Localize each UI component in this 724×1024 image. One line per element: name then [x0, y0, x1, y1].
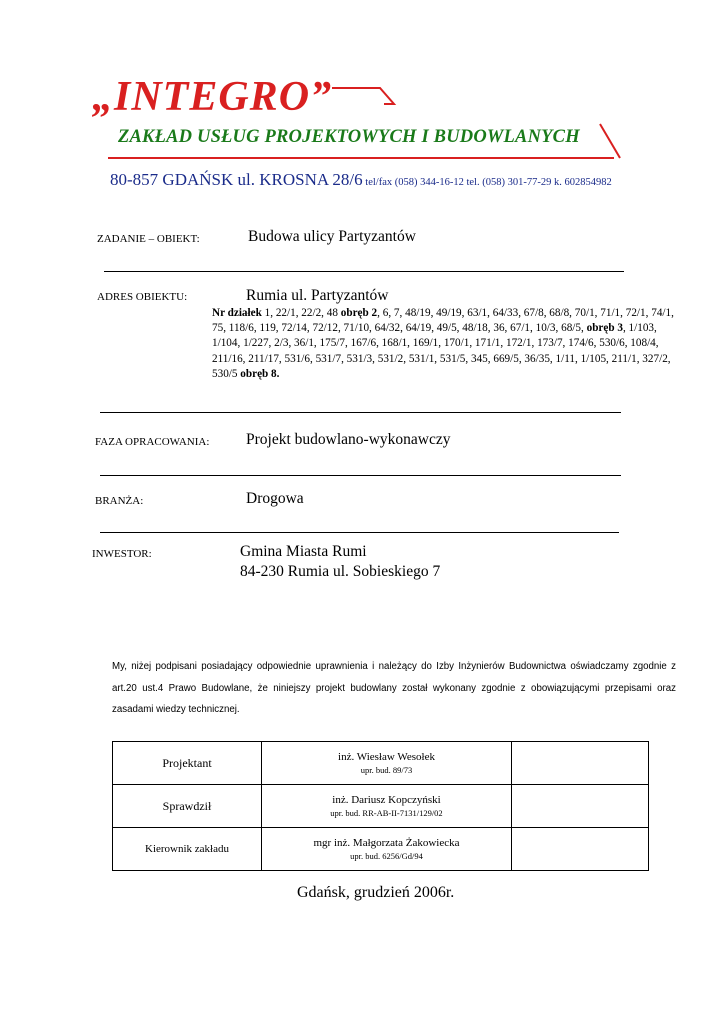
phase-value: Projekt budowlano-wykonawczy: [246, 431, 451, 448]
table-row: [113, 828, 649, 871]
person-cell: [262, 828, 512, 871]
parcels-part-2: , 6, 7, 48/19, 49/19, 63/1, 64/33, 67/8, 68/8, 70/1, 71/1, 72/1, 74/1, 75, 118/6, 119, 72/14, 72/12, 71/10, 64/32, 64/19, 49/5, 48/18, 36, 67/1, 10/3, 68/5,: [212, 307, 674, 335]
parcel-list: [212, 306, 682, 382]
company-logo: „INTEGRO”: [92, 74, 333, 120]
signature-cell: [512, 785, 649, 828]
person-cell: [262, 742, 512, 785]
place-and-date: Gdańsk, grudzień 2006r.: [297, 884, 455, 901]
company-subtitle: ZAKŁAD USŁUG PROJEKTOWYCH I BUDOWLANYCH: [118, 127, 580, 147]
phase-label: FAZA OPRACOWANIA:: [95, 436, 210, 448]
investor-address: 84-230 Rumia ul. Sobieskiego 7: [240, 563, 441, 580]
role-cell: Kierownik zakładu: [113, 828, 262, 871]
address-value: Rumia ul. Partyzantów: [246, 287, 389, 304]
investor-label: INWESTOR:: [92, 548, 152, 560]
parcels-part-1: 1, 22/1, 22/2, 48: [261, 307, 341, 319]
license-number: upr. bud. 89/73: [360, 765, 413, 775]
person-name: inż. Wiesław Wesołek: [338, 751, 435, 763]
table-row: [113, 742, 649, 785]
obreb-8: obręb 8.: [240, 367, 280, 380]
obreb-3: obręb 3: [586, 322, 623, 335]
investor-name: Gmina Miasta Rumi: [240, 543, 367, 560]
license-number: upr. bud. RR-AB-II-7131/129/02: [330, 808, 443, 818]
obreb-2: obręb 2: [340, 307, 378, 319]
parcels-part-3: , 1/103, 1/104, 1/227, 2/3, 36/1, 175/7, 167/6, 168/1, 169/1, 170/1, 171/1, 172/1, 173/7, 174/6, 530/6, 108/4, 211/16, 211/17, 531/6, 531/7, 531/3, 531/2, 531/1, 531/5, 345, 669/5, 36/35, 1/11, 1/105, 211/1, 327/2, 530/5: [212, 322, 671, 380]
role-cell: Projektant: [113, 742, 262, 785]
role-cell: Sprawdził: [113, 785, 262, 828]
address-main: 80-857 GDAŃSK ul. KROSNA 28/6: [110, 170, 363, 189]
signature-cell: [512, 742, 649, 785]
divider: [100, 532, 619, 533]
signature-table: [112, 741, 649, 871]
person-name: inż. Dariusz Kopczyński: [332, 794, 441, 806]
signature-cell: [512, 828, 649, 871]
task-label: ZADANIE – OBIEKT:: [97, 233, 200, 245]
person-cell: [262, 785, 512, 828]
declaration-text: My, niżej podpisani posiadający odpowiednie uprawnienia i należący do Izby Inżynierów Budownictwa oświadczamy zgodnie z art.20 ust.4 Prawo Budowlane, że niniejszy projekt budowlany został wykonany zgodnie z obowiązującymi przepisami oraz zasadami wiedzy technicznej.: [112, 661, 676, 715]
table-row: [113, 785, 649, 828]
license-number: upr. bud. 6256/Gd/94: [350, 851, 423, 861]
divider: [100, 412, 621, 413]
branch-label: BRANŻA:: [95, 495, 144, 507]
address-label: ADRES OBIEKTU:: [97, 291, 188, 303]
person-name: mgr inż. Małgorzata Żakowiecka: [313, 837, 460, 849]
divider: [104, 271, 624, 272]
address-contact: tel/fax (058) 344-16-12 tel. (058) 301-77-29 k. 602854982: [362, 177, 612, 188]
header-divider: [108, 157, 614, 159]
branch-value: Drogowa: [246, 490, 304, 507]
logo-roof-decoration: [330, 86, 630, 166]
task-value: Budowa ulicy Partyzantów: [248, 228, 416, 245]
company-address: [110, 170, 612, 190]
divider: [100, 475, 621, 476]
parcels-head: Nr działek: [212, 307, 262, 319]
